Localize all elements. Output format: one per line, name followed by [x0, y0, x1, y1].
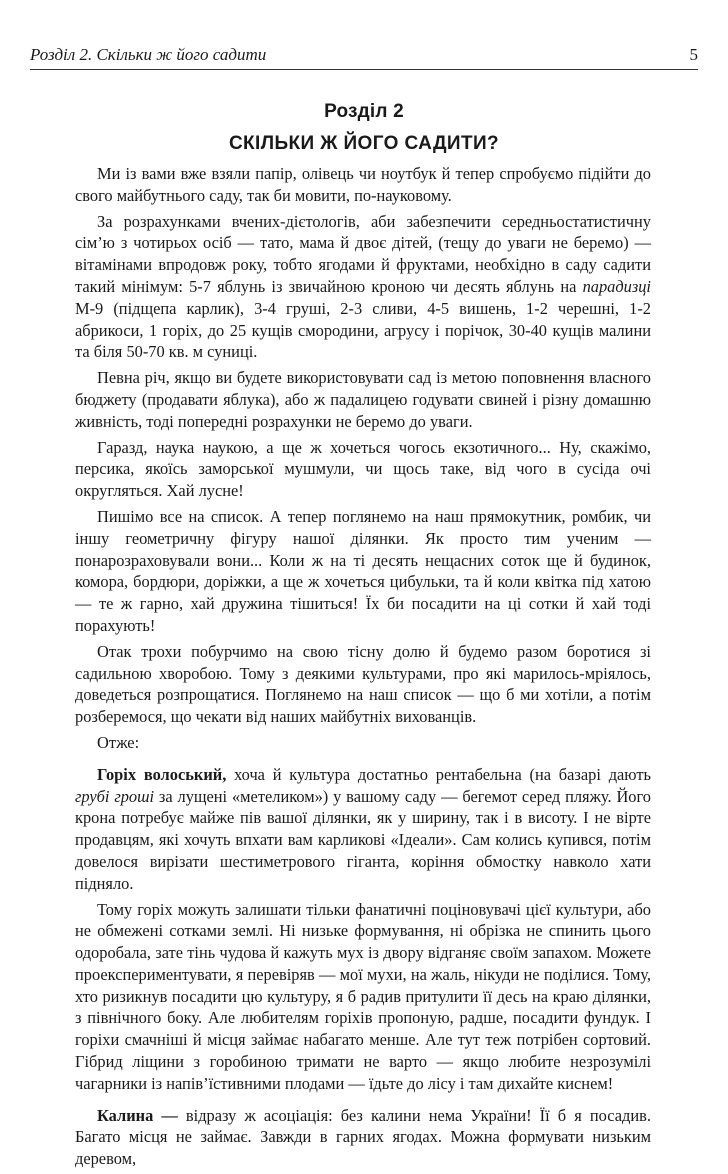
- italic-term: парадизці: [582, 276, 651, 296]
- paragraph: Пишімо все на список. А тепер поглянемо на наш прямокутник, ромбик, чи іншу геометричну фігуру нашої ділянки. Як просто тим ученим — понарозраховували вони... Коли ж на ті десять нещасних соток ще й будинок, комора, бордюри, доріжки, а ще ж хочеться цибульки, та й коли квітка під хатою — те ж гарно, хай дружина тішиться! Їх би посадити на ці сотки й хай тоді порахують!: [75, 506, 651, 635]
- text-run: хоча й культура достатньо рентабельна (на базарі дають: [226, 764, 651, 784]
- paragraph: Отак трохи побурчимо на свою тісну долю й будемо разом боротися зі садильною хворобою. Тому з деякими культурами, про які марилось-мріялось, доведеться розпрощатися. Поглянемо на наш список — що б ми хотіли, а потім розберемося, що чекати від наших майбутніх вихованців.: [75, 641, 651, 727]
- bold-term: Калина —: [97, 1105, 178, 1125]
- paragraph: Гаразд, наука наукою, а ще ж хочеться чогось екзотичного... Ну, скажімо, персика, якоїсь заморської мушмули, чи щось таке, від чого в сусіда очі округляться. Хай лусне!: [75, 437, 651, 501]
- running-header: [30, 44, 698, 70]
- chapter-label: Розділ 2: [324, 101, 404, 122]
- page-number: 5: [689, 45, 698, 64]
- paragraph: Ми із вами вже взяли папір, олівець чи ноутбук й тепер спробуємо підійти до свого майбутнього саду, так би мовити, по-науковому.: [75, 164, 651, 205]
- text-run: За розрахунками вчених-дієтологів, аби забезпечити середньостатистичну сім’ю з чотирьох осіб — тато, мама й двоє дітей, (тещу до уваги не беремо) — вітамінами впродовж року, тобто ягодами й фруктами, необхідно в саду садити такий мінімум: 5-7 яблунь із звичайною кроною чи десять яблунь на: [75, 211, 651, 296]
- chapter-title: СКІЛЬКИ Ж ЙОГО САДИТИ?: [228, 133, 500, 154]
- paragraph: [75, 764, 651, 895]
- paragraph: [75, 211, 651, 364]
- running-title: Розділ 2. Скільки ж його садити: [30, 45, 267, 64]
- text-run: М-9 (підщепа карлик), 3-4 груші, 2-3 сливи, 4-5 вишень, 1-2 черешні, 1-2 абрикоси, 1 горіх, до 25 кущів смородини, агрусу і порічок, 30-40 кущів малини та біля 50-70 кв. м суниці.: [75, 298, 651, 362]
- paragraph: Тому горіх можуть залишати тільки фанатичні поціновувачі цієї культури, або не обмежені сотками землі. Ні низьке формування, ні обрізка не спинить цього одоробала, зате тінь чудова й кажуть мух із двору відганяє своїм запахом. Можете проекспериментувати, я перевіряв — мої мухи, на жаль, нікуди не поділися. Тому, хто ризикнув посадити цю культуру, я б радив притулити її десь на краю ділянки, з північного боку. Але любителям горіхів пропоную, радше, посадити фундук. І горіхи смачніші й місця займає набагато менше. Але тут теж потрібен сортовий. Гібрид ліщини з горобиною тримати не варто — якщо любите незрозумілі чагарники із напів’їстивними плодами — їдьте до лісу і там дихайте киснем!: [75, 899, 651, 1093]
- body-text: [75, 163, 651, 1174]
- text-run: за лущені «метеликом») у вашому саду — бегемот серед пляжу. Його крона потребує майже пів вашої ділянки, як у ширину, так і в висоту. І не вірте продавцям, які хочуть впхати вам карликові «Ідеали». Сам колись купився, потім довелося вирізати шестиметрового гіганта, коріння обмостку навколо хати підняло.: [75, 786, 651, 893]
- italic-term: грубі гроші: [75, 786, 155, 806]
- paragraph: Отже:: [97, 732, 140, 752]
- paragraph: [75, 1105, 651, 1170]
- text-run: відразу ж асоціація: без калини нема України! Її б я посадив. Багато місця не займає. Завжди в гарних ягодах. Можна формувати низьким деревом,: [75, 1105, 651, 1169]
- bold-term: Горіх волоський,: [97, 764, 227, 784]
- paragraph: Певна річ, якщо ви будете використовувати сад із метою поповнення власного бюджету (продавати яблука), або ж падалицею годувати свиней і різну домашню живність, тоді попередні розрахунки не беремо до уваги.: [75, 368, 651, 431]
